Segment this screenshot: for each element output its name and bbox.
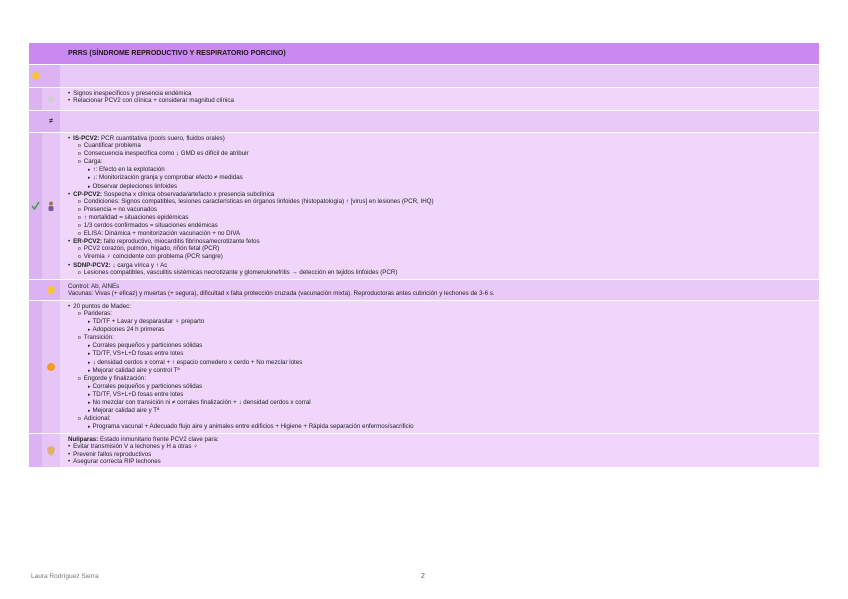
author-name: Laura Rodríguez Sierra: [31, 573, 99, 580]
list-item: • Asegurar correcta RIP lechones: [68, 458, 815, 465]
not-equal-icon: ≠: [42, 111, 60, 132]
list-item: • CP-PCV2: Sospecha x clínica observada/artefacto x presencia subclínica: [68, 191, 815, 198]
notes-table: [29, 43, 819, 468]
list-item: • ER-PCV2: fallo reproductivo, miocarditis fibrinosa/necrotizante fetos: [68, 238, 815, 245]
header-row: [29, 43, 819, 65]
control-text: Control: Ab, AINEs: [68, 282, 120, 290]
diagnosis-row: • IS-PCV2: PCR cuantitativa (pools suero, fluidos orales) o Cuantificar problema o Consecuencia inespecífica como ↓ GMD es difícil de atribuir o Carga: ▸ ↑: Efecto en la explotación ▸ ↓: Monitorización granja y comprobar efecto ≠ medidas ▸ Observar depleciones linfoides • CP-PCV2: Sospecha x clínica observada/artefacto x presencia subclínica o Condiciones: Signos compatibles, lesiones características en órganos linfoides (histopatología) ↑ [virus] en lesiones (PCR, IHQ) o Presencia = no vacunados o ↑ mortalidad = situaciones epidémicas o 1/3 cerdos confirmados = situaciones endémicas o ELISA: Dinámica + monitorización vacunación + no DIVA • ER-PCV2: fallo reproductivo, miocarditis fibrinosa/necrotizante fetos o PCV2 corazón, pulmón, hígado, riñón fetal (PCR) o Viremia ♀ coincidente con problema (PCR sangre) • SDNP-PCV2: ↓ carga vírica y ↑ Ac o Lesiones compatibles, vasculitis sistémicas necrotizante y glomerulonefritis → detección en tejidos linfoides (PCR): [29, 133, 819, 280]
header-cell-2: [42, 43, 60, 64]
list-item: • Evitar transmisión V a lechones y H a otras ♀: [68, 443, 815, 450]
nuliparas-heading: Nulíparas: Estado inmunitario frente PCV2 clave para:: [68, 436, 219, 444]
smiling-face-icon: [42, 280, 60, 300]
vaccine-text: Vacunas: Vivas (+ eficaz) y muertas (+ segura), dificultad x falta protección cruzada (vacunación mixta). Reproductoras antes cubrición y lechones de 3-6 s.: [68, 289, 495, 297]
smile-row: [29, 65, 819, 88]
sun-icon: [42, 301, 60, 434]
shield-icon: [42, 434, 60, 466]
virus-icon: [42, 88, 60, 110]
list-item: • Signos inespecíficos y presencia endémica: [68, 90, 815, 97]
list-item: • Relacionar PCV2 con clínica + considerar magnitud clínica: [68, 97, 815, 104]
list-item: • SDNP-PCV2: ↓ carga vírica y ↑ Ac: [68, 262, 815, 269]
signs-row: [29, 88, 819, 111]
smiling-face-icon: [29, 65, 42, 87]
control-row: [29, 280, 819, 301]
madec-row: • 20 puntos de Madec: o Parideras: ▸ TD/TF + Lavar y desparasitar ♀ preparto ▸ Adopciones 24 h primeras o Transición: ▸ Corrales pequeños y particiones sólidas ▸ TD/TF, VS+L+D fosas entre lotes ▸ ↓ densidad cerdos x corral + ↑ espacio comedero x cerdo + No mezclar lotes ▸ Mejorar calidad aire y control Tª o Engorde y finalización: ▸ Corrales pequeños y particiones sólidas ▸ TD/TF, VS+L+D fosas entre lotes ▸ No mezclar con transición ni ≠ corrales finalización + ↓ densidad cerdos x corral ▸ Mejorar calidad aire y Tª o Adicional: ▸ Programa vacunal + Adecuado flujo aire y animales entre edificios + Higiene + Rápida separación enfermos/sacrificio: [29, 301, 819, 435]
list-item: • Prevenir fallos reproductivos: [68, 451, 815, 458]
person-icon: [42, 133, 60, 279]
list-item: • 20 puntos de Madec:: [68, 303, 815, 310]
check-mark-icon: [29, 133, 42, 279]
list-item: • IS-PCV2: PCR cuantitativa (pools suero, fluidos orales): [68, 135, 815, 142]
ne-row: [29, 111, 819, 133]
page-title: PRRS (SÍNDROME REPRODUCTIVO Y RESPIRATORIO PORCINO): [68, 50, 286, 57]
header-cell-1: [29, 43, 42, 64]
page-number: 2: [421, 573, 425, 580]
nuliparas-row: [29, 434, 819, 467]
